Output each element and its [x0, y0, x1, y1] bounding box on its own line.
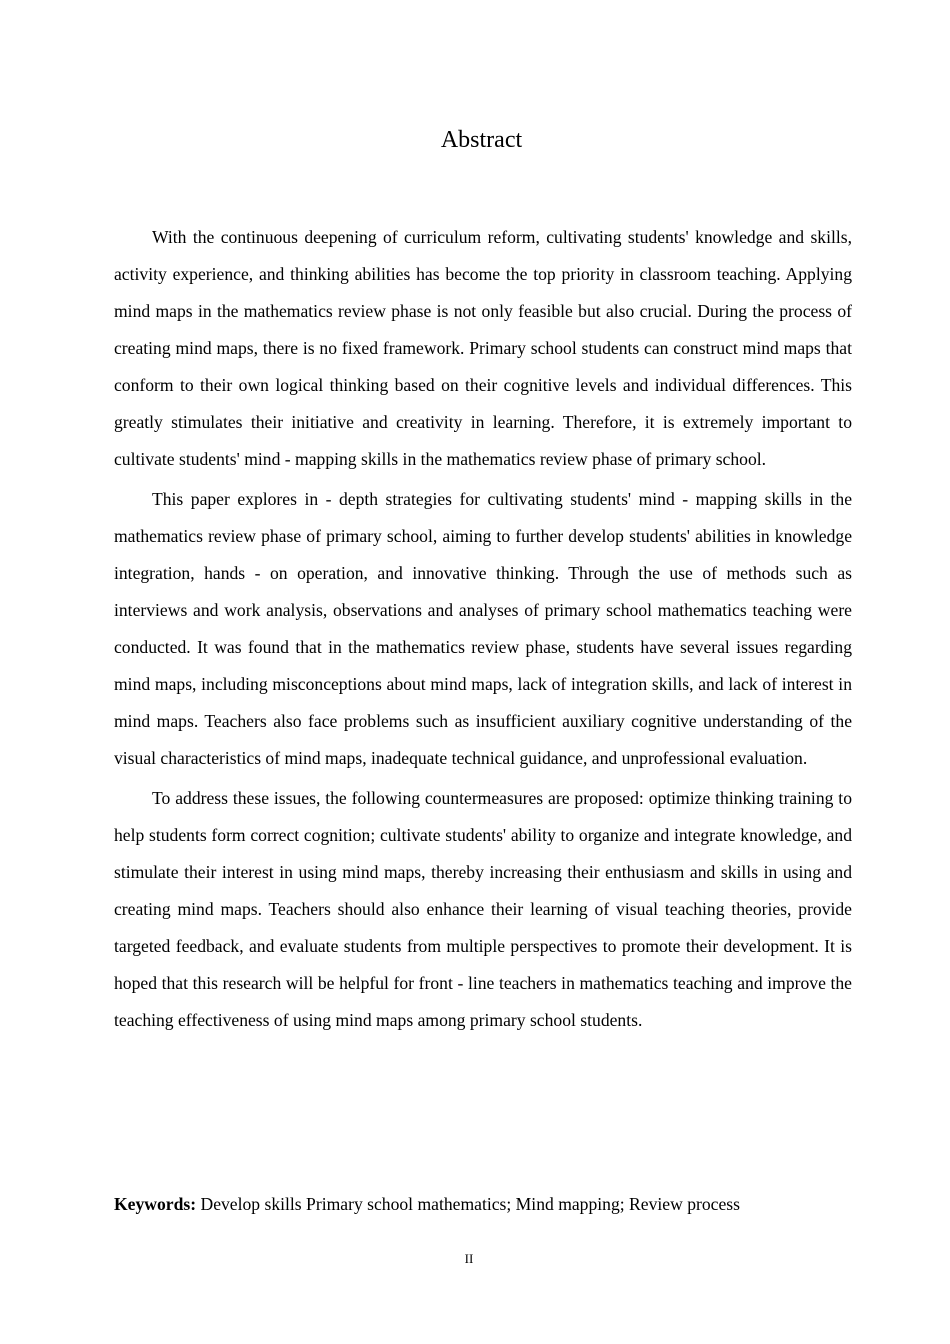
abstract-body [114, 219, 852, 1042]
keywords-line [114, 1186, 852, 1223]
abstract-paragraph-1: With the continuous deepening of curriculum reform, cultivating students' knowledge and skills, activity experience, and thinking abilities has become the top priority in classroom teaching. Applying mind maps in the mathematics review phase is not only feasible but also crucial. During the process of creating mind maps, there is no fixed framework. Primary school students can construct mind maps that conform to their own logical thinking based on their cognitive levels and individual differences. This greatly stimulates their initiative and creativity in learning. Therefore, it is extremely important to cultivate students' mind - mapping skills in the mathematics review phase of primary school. [114, 227, 852, 469]
keywords-text: Develop skills Primary school mathematics; Mind mapping; Review process [200, 1194, 740, 1214]
keywords-label: Keywords: [114, 1194, 197, 1214]
page-number: II [464, 1251, 474, 1266]
page-title: Abstract [440, 127, 523, 153]
abstract-paragraph-2: This paper explores in - depth strategies for cultivating students' mind - mapping skills in the mathematics review phase of primary school, aiming to further develop students' abilities in knowledge integration, hands - on operation, and innovative thinking. Through the use of methods such as interviews and work analysis, observations and analyses of primary school mathematics teaching were conducted. It was found that in the mathematics review phase, students have several issues regarding mind maps, including misconceptions about mind maps, lack of integration skills, and lack of interest in mind maps. Teachers also face problems such as insufficient auxiliary cognitive understanding of the visual characteristics of mind maps, inadequate technical guidance, and unprofessional evaluation. [114, 489, 852, 768]
abstract-paragraph-3: To address these issues, the following countermeasures are proposed: optimize thinking training to help students form correct cognition; cultivate students' ability to organize and integrate knowledge, and stimulate their interest in using mind maps, thereby increasing their enthusiasm and skills in using and creating mind maps. Teachers should also enhance their learning of visual teaching theories, provide targeted feedback, and evaluate students from multiple perspectives to promote their development. It is hoped that this research will be helpful for front - line teachers in mathematics teaching and improve the teaching effectiveness of using mind maps among primary school students. [114, 788, 852, 1030]
